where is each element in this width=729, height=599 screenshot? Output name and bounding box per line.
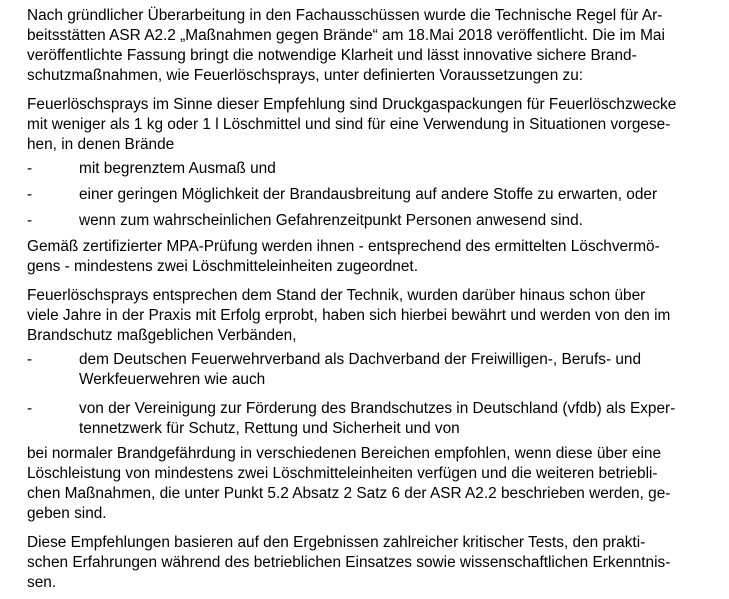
paragraph-6-line: sen. — [27, 574, 57, 591]
paragraph-4-line: viele Jahre in der Praxis mit Erfolg erprobt, haben sich hierbei bewährt und werden von den im — [27, 307, 671, 324]
paragraph-5-line: chen Maßnahmen, die unter Punkt 5.2 Absatz 2 Satz 6 der ASR A2.2 beschrieben werden, ge- — [27, 485, 671, 502]
list-item-text: wenn zum wahrscheinlichen Gefahrenzeitpunkt Personen anwesend sind. — [79, 212, 583, 229]
paragraph-1-line: Nach gründlicher Überarbeitung in den Fachausschüssen wurde die Technische Regel für Ar- — [27, 7, 663, 24]
paragraph-5-line: bei normaler Brandgefährdung in verschiedenen Bereichen empfohlen, wenn diese über eine — [27, 445, 661, 462]
list-dash: - — [27, 160, 33, 177]
list-dash: - — [27, 212, 33, 229]
list-item-text: von der Vereinigung zur Förderung des Brandschutzes in Deutschland (vfdb) als Exper- — [79, 400, 676, 417]
paragraph-5-line: Löschleistung von mindestens zwei Löschmitteleinheiten verfügen und die weiteren betriebli- — [27, 465, 658, 482]
paragraph-4-line: Feuerlöschsprays entsprechen dem Stand der Technik, wurden darüber hinaus schon über — [27, 287, 646, 304]
paragraph-1-line: beitsstätten ASR A2.2 „Maßnahmen gegen Brände“ am 18.Mai 2018 veröffentlicht. Die im Mai — [27, 27, 665, 44]
paragraph-1-line: schutzmaßnahmen, wie Feuerlöschsprays, unter definierten Voraussetzungen zu: — [27, 67, 584, 84]
paragraph-4-line: Brandschutz maßgeblichen Verbänden, — [27, 327, 297, 344]
paragraph-6-line: Diese Empfehlungen basieren auf den Ergebnissen zahlreicher kritischer Tests, den prakti- — [27, 534, 646, 551]
paragraph-1-line: veröffentlichte Fassung bringt die notwendige Klarheit und lässt innovative sichere Brand- — [27, 47, 637, 64]
list-dash: - — [27, 400, 33, 417]
list-item-text: tennetzwerk für Schutz, Rettung und Sicherheit und von — [79, 420, 460, 437]
paragraph-3-line: Gemäß zertifizierter MPA-Prüfung werden ihnen - entsprechend des ermittelten Löschvermö- — [27, 238, 660, 255]
paragraph-6-line: schen Erfahrungen während des betrieblichen Einsatzes sowie wissenschaftlichen Erkenntnis- — [27, 554, 671, 571]
list-dash: - — [27, 186, 33, 203]
list-item-text: dem Deutschen Feuerwehrverband als Dachverband der Freiwilligen-, Berufs- und — [79, 351, 642, 368]
list-item-text: einer geringen Möglichkeit der Brandausbreitung auf andere Stoffe zu erwarten, oder — [79, 186, 658, 203]
paragraph-3-line: gens - mindestens zwei Löschmitteleinheiten zugeordnet. — [27, 258, 418, 275]
paragraph-2-line: mit weniger als 1 kg oder 1 l Löschmittel und sind für eine Verwendung in Situationen vorgese- — [27, 116, 671, 133]
paragraph-5-line: geben sind. — [27, 505, 107, 522]
list-item-text: Werkfeuerwehren wie auch — [79, 371, 266, 388]
paragraph-2-line: hen, in denen Brände — [27, 136, 175, 153]
paragraph-2-line: Feuerlöschsprays im Sinne dieser Empfehlung sind Druckgaspackungen für Feuerlöschzwecke — [27, 96, 677, 113]
list-dash: - — [27, 351, 33, 368]
list-item-text: mit begrenztem Ausmaß und — [79, 160, 276, 177]
